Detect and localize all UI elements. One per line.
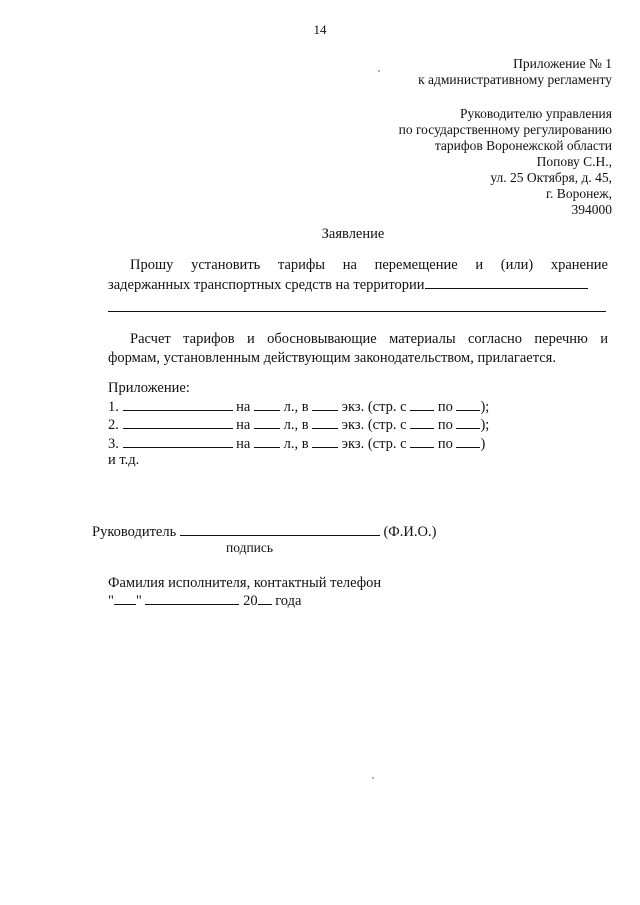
calculation-line-1: [108, 330, 608, 349]
year-blank[interactable]: [258, 591, 272, 605]
date-line: [108, 591, 381, 609]
request-word: (или): [500, 257, 534, 273]
contact-block: [108, 575, 381, 609]
item-text: экз. (стр. с: [341, 398, 407, 415]
signature-line: [92, 522, 436, 541]
item-text: по: [437, 398, 453, 415]
document-name-blank[interactable]: [123, 434, 233, 448]
calculation-word: и: [600, 331, 608, 347]
month-blank[interactable]: [145, 591, 239, 605]
fio-label: (Ф.И.О.): [383, 524, 437, 540]
document-name-blank[interactable]: [123, 397, 233, 411]
addressee-line: Попову С.Н.,: [536, 154, 612, 169]
copies-blank[interactable]: [312, 397, 338, 411]
year-suffix: года: [275, 593, 302, 609]
annex-line-1: Приложение № 1: [513, 56, 612, 71]
scan-speck: [372, 777, 374, 779]
item-text: );: [480, 417, 490, 433]
attachment-item: [108, 397, 489, 416]
year-prefix: 20: [243, 593, 258, 609]
calculation-word: тарифов: [183, 331, 235, 347]
item-text: ): [480, 435, 486, 452]
calculation-line-2: формам, установленным действующим законодательством, прилагается.: [108, 350, 556, 366]
request-line-2: [108, 275, 608, 295]
attachment-etc: и т.д.: [108, 452, 140, 468]
scan-speck: [378, 70, 380, 72]
document-title: Заявление: [321, 226, 385, 242]
signature-label: Руководитель: [92, 524, 177, 540]
page-number: 14: [313, 22, 327, 37]
request-word: на: [342, 257, 357, 273]
annex-line-2: к административному регламенту: [418, 72, 612, 87]
pages-blank[interactable]: [254, 397, 280, 411]
request-word: перемещение: [374, 257, 458, 273]
addressee-line: тарифов Воронежской области: [434, 138, 612, 153]
attachment-list: [108, 380, 489, 469]
page-from-blank[interactable]: [410, 415, 434, 429]
request-word: и: [475, 257, 484, 273]
request-word: Прошу: [130, 257, 174, 273]
page-from-blank[interactable]: [410, 397, 434, 411]
request-word: установить: [191, 257, 261, 273]
addressee-line: ул. 25 Октября, д. 45,: [490, 170, 612, 185]
request-paragraph: [108, 256, 608, 295]
item-text: л., в: [283, 398, 309, 415]
page-to-blank[interactable]: [456, 415, 480, 429]
item-number: 1.: [108, 398, 119, 415]
request-word: тарифы: [277, 257, 326, 273]
addressee-line: Руководителю управления: [459, 106, 612, 121]
contact-line: Фамилия исполнителя, контактный телефон: [108, 575, 382, 591]
copies-blank[interactable]: [312, 434, 338, 448]
item-number: 3.: [108, 435, 119, 452]
item-number: 2.: [108, 417, 119, 433]
territory-blank-line-2[interactable]: [108, 311, 606, 312]
addressee-line: г. Воронеж,: [546, 186, 612, 201]
pages-blank[interactable]: [254, 434, 280, 448]
item-text: л., в: [283, 417, 309, 433]
page-from-blank[interactable]: [410, 434, 434, 448]
page-to-blank[interactable]: [456, 434, 480, 448]
request-line-1: [108, 256, 608, 275]
attachment-item: [108, 415, 489, 434]
item-text: на: [236, 435, 251, 452]
pages-blank[interactable]: [254, 415, 280, 429]
territory-blank[interactable]: [425, 275, 588, 289]
attachment-heading: Приложение:: [108, 380, 190, 396]
item-text: л., в: [283, 435, 309, 452]
item-text: на: [236, 417, 251, 433]
calculation-word: перечню: [534, 331, 588, 347]
item-text: экз. (стр. с: [341, 417, 407, 433]
quote-mark: ": [108, 593, 114, 609]
annex-header: [418, 56, 612, 88]
request-word: хранение: [550, 257, 608, 273]
addressee-line: 394000: [571, 202, 612, 217]
copies-blank[interactable]: [312, 415, 338, 429]
calculation-word: обосновывающие: [267, 331, 377, 347]
item-text: );: [480, 398, 490, 415]
calculation-word: Расчет: [130, 331, 171, 347]
calculation-paragraph: [108, 330, 608, 368]
calculation-word: согласно: [468, 331, 523, 347]
addressee-block: [399, 106, 612, 218]
quote-mark: ": [135, 593, 142, 609]
day-blank[interactable]: [114, 591, 136, 605]
signature-caption: подпись: [226, 540, 274, 555]
calculation-word: и: [246, 331, 255, 347]
item-text: по: [437, 417, 453, 433]
addressee-line: по государственному регулированию: [398, 122, 612, 137]
item-text: по: [437, 435, 453, 452]
page-to-blank[interactable]: [456, 397, 480, 411]
calculation-word: материалы: [389, 331, 456, 347]
request-line-2-text: задержанных транспортных средств на территории: [108, 277, 425, 293]
attachment-item: [108, 434, 489, 453]
item-text: экз. (стр. с: [341, 435, 407, 452]
signature-blank[interactable]: [180, 522, 380, 536]
item-text: на: [236, 398, 251, 415]
document-name-blank[interactable]: [123, 415, 233, 429]
